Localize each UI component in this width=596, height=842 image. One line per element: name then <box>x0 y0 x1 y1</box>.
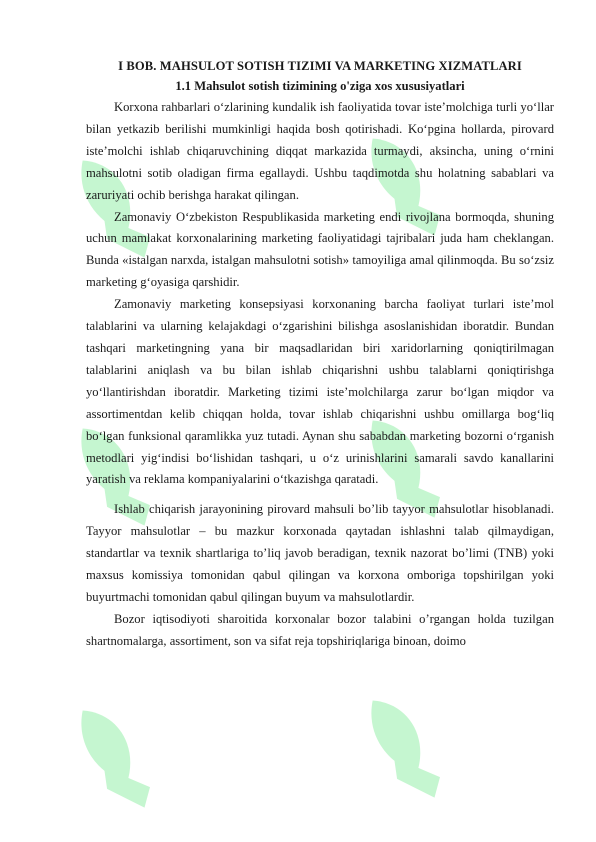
document-page <box>86 56 554 653</box>
paragraph-4: Ishlab chiqarish jarayonining pirovard mahsuli bo’lib tayyor mahsulotlar hisoblanadi. Tayyor mahsulotlar – bu mazkur korxonada qaytadan ishlashni talab qilmaydigan, standartlar va texnik shartlariga to’liq javob beradigan, texnik nazorat bo’limi (TNB) yoki maxsus komissiya tomonidan qabul qilingan va korxona omboriga topshirilgan yoki buyurtmachi tomonidan qabul qilingan buyum va mahsulotlardir. <box>86 502 554 604</box>
paragraph-3: Zamonaviy marketing konsepsiyasi korxonaning barcha faoliyat turlari iste’mol talablarini va ularning kelajakdagi o‘zgarishini bilishga asoslanishidan iboratdir. Bundan tashqari marketingning yana bir maqsadlaridan biri xaridorlarning qoniqtirilmagan talablarini aniqlash va bu bilan ishlab chiqarishni ushbu talablarni qoniqtirishga yo‘llantirishdan iboratdir. Marketing tizimi iste’molchilarga zarur bo‘lgan miqdor va assortimentdan kelib chiqqan holda, tovar ishlab chiqarishni ushbu omillarga bog‘liq bo‘lgan funksional qaramlikka yuz tutadi. Aynan shu sababdan marketing bozorni o‘rganish metodlari yig‘indisi bo‘lishidan tashqari, u o‘z urinishlarini samarali savdo kanallarini yaratish va reklama kompaniyalarini o‘tkazishga qaratadi. <box>86 297 554 487</box>
leaf-logo-icon <box>72 690 162 830</box>
paragraph-2: Zamonaviy O‘zbekiston Respublikasida marketing endi rivojlana bormoqda, shuning uchun mamlakat korxonalarining marketing faoliyatidagi tajribalari juda ham cheklangan. Bunda «istalgan narxda, istalgan mahsulotni sotish» tamoyiliga amal qilinmoqda. Bu so‘zsiz marketing g‘oyasiga qarshidir. <box>86 209 554 290</box>
paragraph-1: Korxona rahbarlari o‘zlarining kundalik ish faoliyatida tovar iste’molchiga turli yo‘llar bilan yetkazib berilishi mumkinligi haqida bosh qotirishadi. Ko‘pgina hollarda, pirovard iste’molchi ishlab chiqaruvchining diqqat markazida turmaydi, aksincha, uning o‘rnini mahsulotni sotib oladigan firma egallaydi. Ushbu taqdimotda shu holatning sabablari va zaruriyati ochib berishga harakat qilingan. <box>86 100 554 202</box>
section-title: 1.1 Mahsulot sotish tizimining o'ziga xos xususiyatlari <box>175 79 465 93</box>
paragraph-5: Bozor iqtisodiyoti sharoitida korxonalar bozor talabini o’rgangan holda tuzilgan shartnomalarga, assortiment, son va sifat reja topshiriqlariga binoan, doimo <box>86 611 554 648</box>
leaf-logo-icon <box>362 680 452 820</box>
chapter-title: I BOB. MAHSULOT SOTISH TIZIMI VA MARKETING XIZMATLARI <box>118 59 522 73</box>
